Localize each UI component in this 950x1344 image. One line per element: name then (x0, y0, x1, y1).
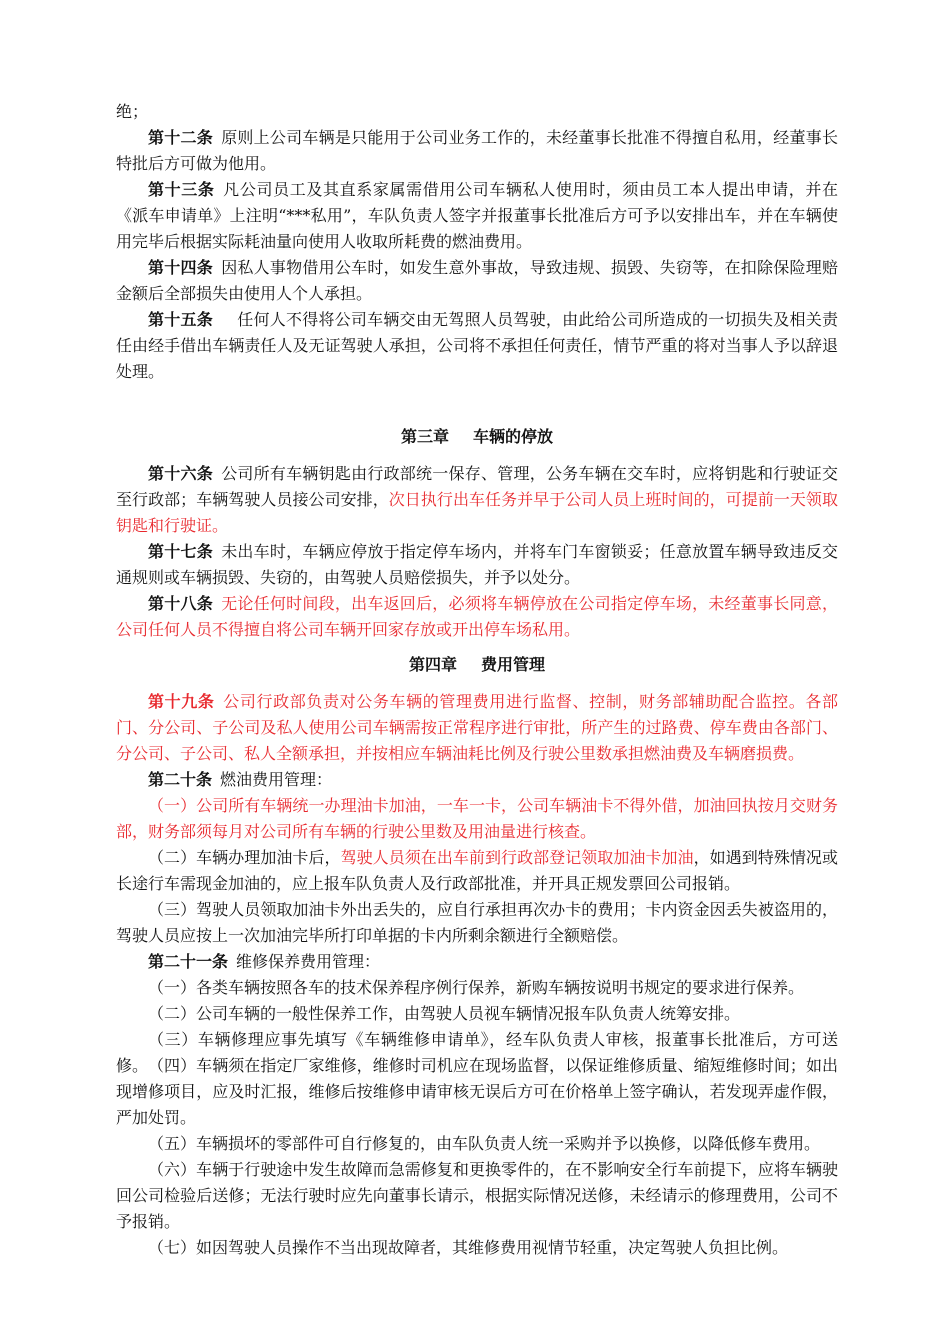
item-text: （一）各类车辆按照各车的技术保养程序例行保养，新购车辆按说明书规定的要求进行保养。 (148, 978, 805, 997)
fuel-item-3 (116, 897, 838, 949)
chapter-title: 费用管理 (481, 655, 546, 674)
maintenance-item-5 (116, 1131, 838, 1157)
maintenance-item-1 (116, 975, 838, 1001)
article-text: 公司行政部负责对公务车辆的管理费用进行监督、控制，财务部辅助配合监控。各部门、分公司、子公司及私人使用公司车辆需按正常程序进行审批，所产生的过路费、停车费由各部门、分公司、子公司、私人全额承担，并按相应车辆油耗比例及行驶公里数承担燃油费及车辆磨损费。 (116, 692, 838, 763)
maintenance-item-7 (116, 1235, 838, 1261)
article-label: 第十七条 (148, 542, 213, 561)
article-12 (116, 125, 838, 177)
article-label: 第十九条 (148, 692, 215, 711)
fuel-item-2 (116, 845, 838, 897)
article-13 (116, 177, 838, 255)
article-17 (116, 539, 838, 591)
maintenance-item-4 (116, 1053, 838, 1131)
item-prefix: （二）车辆办理加油卡后， (148, 848, 341, 867)
article-16 (116, 461, 838, 539)
item-text: （五）车辆损坏的零部件可自行修复的，由车队负责人统一采购并予以换修，以降低修车费用。 (148, 1134, 821, 1153)
article-label: 第十六条 (148, 464, 213, 483)
paragraph-text: 绝； (116, 102, 149, 121)
article-text: 无论任何时间段，出车返回后，必须将车辆停放在公司指定停车场，未经董事长同意，公司任何人员不得擅自将公司车辆开回家存放或开出停车场私用。 (116, 594, 838, 639)
article-20 (116, 767, 838, 793)
article-text: 燃油费用管理： (220, 770, 333, 789)
article-text: 因私人事物借用公车时，如发生意外事故，导致违规、损毁、失窃等，在扣除保险理赔金额后全部损失由使用人个人承担。 (116, 258, 838, 303)
paragraph-continuation (116, 99, 838, 125)
item-text: （六）车辆于行驶途中发生故障而急需修复和更换零件的，在不影响安全行车前提下，应将车辆驶回公司检验后送修；无法行驶时应先向董事长请示，根据实际情况送修，未经请示的修理费用，公司不予报销。 (116, 1160, 838, 1231)
item-text: （三）驾驶人员领取加油卡外出丢失的，应自行承担再次办卡的费用；卡内资金因丢失被盗用的，驾驶人员应按上一次加油完毕所打印单据的卡内所剩余额进行全额赔偿。 (116, 900, 838, 945)
article-label: 第十三条 (148, 180, 215, 199)
chapter-3-heading (116, 424, 838, 450)
maintenance-item-2 (116, 1001, 838, 1027)
article-label: 第十五条 (148, 310, 213, 329)
article-label: 第二十条 (148, 770, 213, 789)
article-highlight: 次日执行出车任务并早于公司人员上班时间的，可提前一天领取钥匙和行驶证。 (116, 490, 838, 535)
article-label: 第十八条 (148, 594, 213, 613)
article-18 (116, 591, 838, 643)
chapter-4-heading (116, 652, 838, 678)
item-text: （四）车辆须在指定厂家维修，维修时司机应在现场监督，以保证维修质量、缩短维修时间；如出现增修项目，应及时汇报，维修后按维修申请审核无误后方可在价格单上签字确认，若发现弄虚作假，严加处罚。 (116, 1056, 838, 1127)
article-text: 凡公司员工及其直系家属需借用公司车辆私人使用时，须由员工本人提出申请，并在《派车申请单》上注明“***私用”，车队负责人签字并报董事长批准后方可予以安排出车，并在车辆使用完毕后根据实际耗油量向使用人收取所耗费的燃油费用。 (116, 180, 838, 251)
item-text: ，如遇到特殊情况或长途行车需现金加油的，应上报车队负责人及行政部批准，并开具正规发票回公司报销。 (116, 848, 838, 893)
article-21 (116, 949, 838, 975)
article-label: 第十四条 (148, 258, 213, 277)
fuel-item-1 (116, 793, 838, 845)
chapter-number: 第四章 (408, 655, 457, 674)
article-19 (116, 689, 838, 767)
article-text: 公司所有车辆钥匙由行政部统一保存、管理，公务车辆在交车时，应将钥匙和行驶证交至行政部；车辆驾驶人员接公司安排， (116, 464, 838, 509)
article-text: 维修保养费用管理： (236, 952, 381, 971)
article-label: 第十二条 (148, 128, 213, 147)
article-15 (116, 307, 838, 385)
item-text: （七）如因驾驶人员操作不当出现故障者，其维修费用视情节轻重，决定驾驶人负担比例。 (148, 1238, 789, 1257)
chapter-number: 第三章 (400, 427, 449, 446)
article-14 (116, 255, 838, 307)
chapter-title: 车辆的停放 (473, 427, 554, 446)
article-text: 原则上公司车辆是只能用于公司业务工作的，未经董事长批准不得擅自私用，经董事长特批后方可做为他用。 (116, 128, 838, 173)
maintenance-item-6 (116, 1157, 838, 1235)
item-text: （二）公司车辆的一般性保养工作，由驾驶人员视车辆情况报车队负责人统筹安排。 (148, 1004, 741, 1023)
article-text: 任何人不得将公司车辆交由无驾照人员驾驶，由此给公司所造成的一切损失及相关责任由经手借出车辆责任人及无证驾驶人承担，公司将不承担任何责任，情节严重的将对当事人予以辞退处理。 (116, 310, 838, 381)
item-text: （三）车辆修理应事先填写《车辆维修申请单》，经车队负责人审核，报董事长批准后，方可送修。 (116, 1030, 838, 1075)
item-highlight: 驾驶人员须在出车前到行政部登记领取加油卡加油 (340, 848, 694, 867)
item-text: （一）公司所有车辆统一办理油卡加油，一车一卡，公司车辆油卡不得外借，加油回执按月交财务部，财务部须每月对公司所有车辆的行驶公里数及用油量进行核查。 (116, 796, 838, 841)
article-text: 未出车时，车辆应停放于指定停车场内，并将车门车窗锁妥；任意放置车辆导致违反交通规则或车辆损毁、失窃的，由驾驶人员赔偿损失，并予以处分。 (116, 542, 838, 587)
article-label: 第二十一条 (148, 952, 229, 971)
